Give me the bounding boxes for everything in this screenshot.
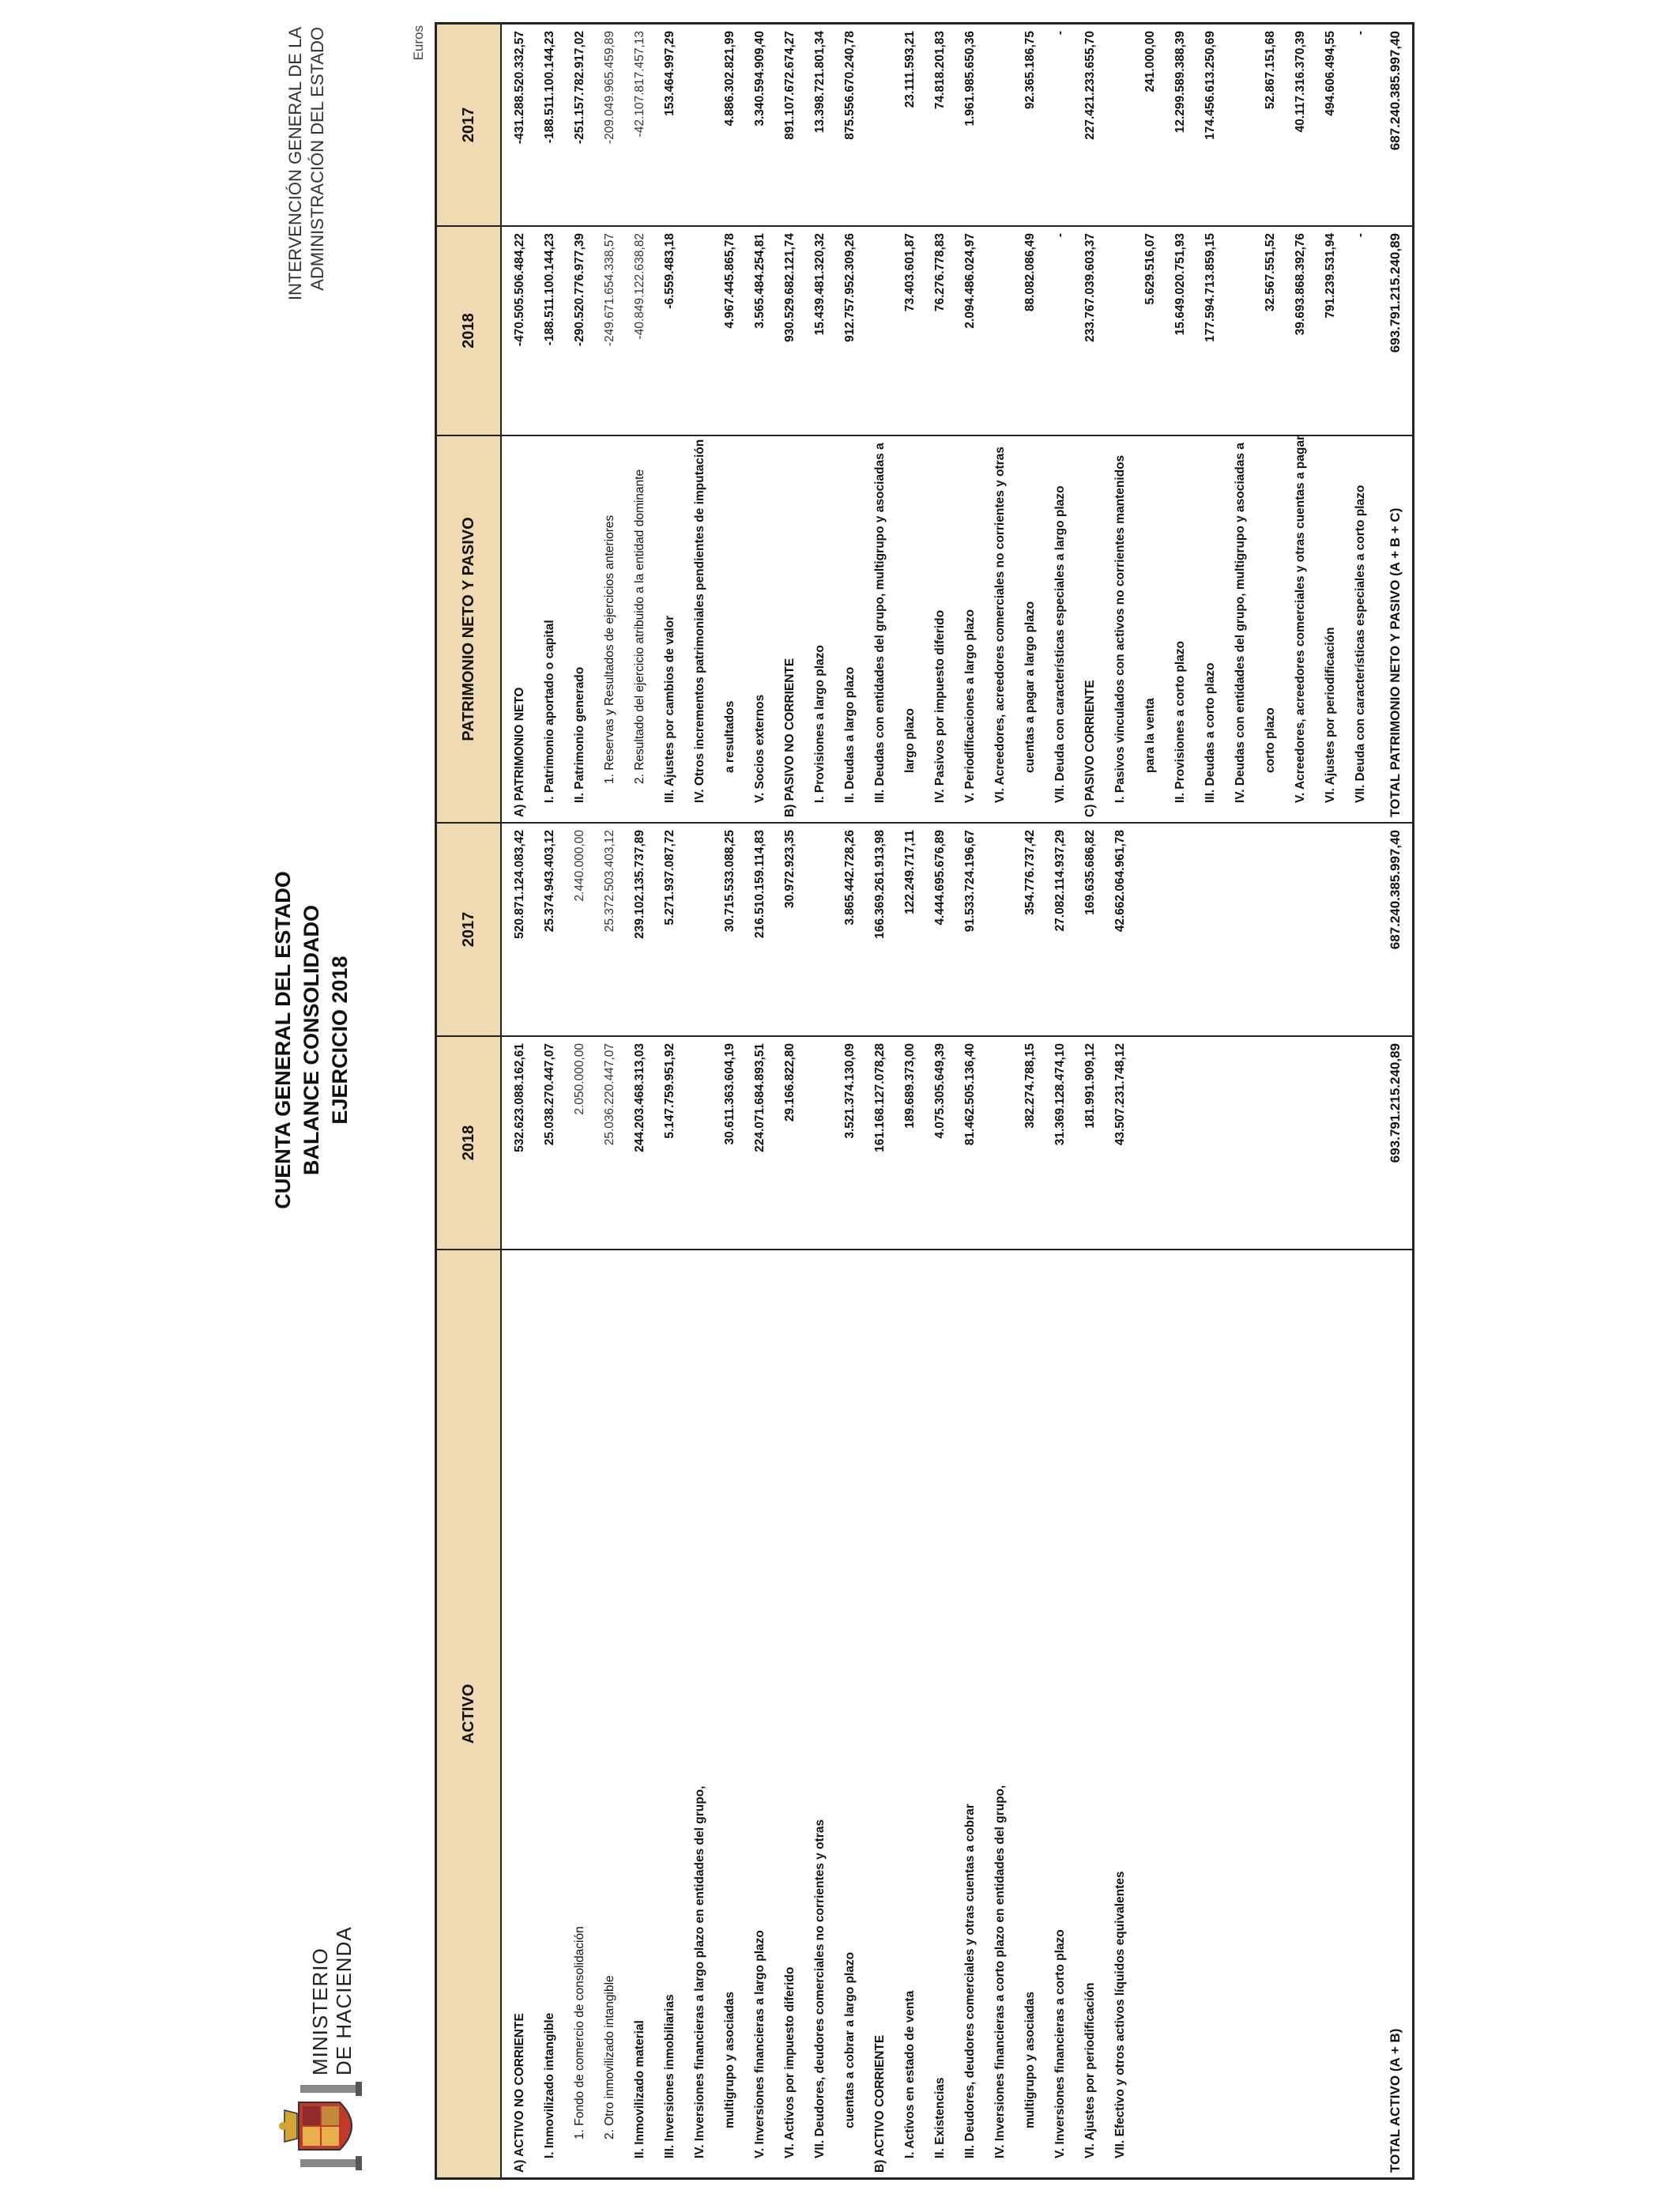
activo-total-v2017: 687.240.385.997,40 [1388, 830, 1403, 950]
activo-row-v2017: 30.972.923,35 [783, 830, 797, 909]
pasivo-row-v2018: -188.511.100.144,23 [543, 233, 556, 346]
col-activo [437, 1249, 1412, 2177]
pasivo-row-v2018: - [1354, 233, 1367, 238]
activo-row-v2018: 532.623.088.162,61 [513, 1043, 526, 1152]
pasivo-row-v2018: -6.559.483,18 [663, 233, 676, 309]
pasivo-row-v2017: 13.398.721.801,34 [813, 31, 827, 134]
pasivo-row-label: V. Acreedores, acreedores comerciales y otras cuentas a pagar [1294, 435, 1307, 803]
pasivo-row-v2017: 92.365.186,75 [1023, 31, 1037, 110]
header-activo-2018: 2018 [437, 1037, 502, 1249]
activo-row-v2017 [805, 824, 835, 1035]
activo-row-v2017: 3.865.442.728,26 [843, 830, 857, 925]
activo-row-v2017: 27.082.114.937,29 [1053, 830, 1067, 932]
pasivo-row-label: III. Ajustes por cambios de valor [663, 615, 676, 803]
pasivo-row-label: corto plazo [1264, 707, 1277, 773]
pasivo-row-v2017: 74.818.201,83 [933, 31, 947, 110]
activo-row-v2017: 166.369.261.913,98 [873, 830, 887, 939]
title-line: BALANCE CONSOLIDADO [299, 905, 323, 1175]
pasivo-row-v2017: - [1354, 31, 1367, 36]
pasivo-row-v2017 [685, 25, 715, 225]
pasivo-row-label: VI. Ajustes por periodificación [1324, 627, 1337, 803]
activo-row-label: IV. Inversiones financieras a largo plazo en entidades del grupo, [693, 1785, 706, 2158]
activo-total-v2018: 693.791.215.240,89 [1388, 1043, 1403, 1163]
pasivo-total-v2018: 693.791.215.240,89 [1388, 233, 1403, 353]
activo-row-v2017: 216.510.159.114,83 [753, 830, 767, 939]
activo-row-label: I. Activos en estado de venta [903, 1990, 917, 2158]
activo-row-v2018: 161.168.127.078,28 [873, 1043, 887, 1152]
pasivo-2017-values [502, 25, 1412, 225]
col-activo-2017 [437, 822, 1412, 1035]
pasivo-row-v2017 [1226, 25, 1256, 225]
pasivo-row-v2017: 52.867.151,68 [1264, 31, 1277, 110]
pasivo-row-label: A) PATRIMONIO NETO [513, 687, 526, 817]
pasivo-row-v2017: 494.606.494,55 [1324, 31, 1337, 116]
pasivo-row-v2018 [1226, 227, 1256, 435]
pasivo-row-v2017: -209.049.965.459,89 [603, 31, 616, 145]
pasivo-row-label: a resultados [723, 700, 736, 773]
pasivo-row-label: IV. Otros incrementos patrimoniales pendientes de imputación [693, 439, 706, 803]
activo-row-label: multigrupo y asociadas [1023, 1991, 1037, 2128]
ministry-name [308, 1854, 356, 2075]
activo-row-v2017: 169.635.686,82 [1083, 830, 1097, 915]
pasivo-row-v2018: -40.849.122.638,82 [633, 233, 646, 340]
header-pasivo-2017: 2017 [437, 25, 502, 225]
pasivo-row-label: C) PASIVO CORRIENTE [1083, 680, 1097, 817]
activo-2018-values [502, 1037, 1412, 1249]
activo-row-v2017: 239.102.135.737,89 [633, 830, 646, 939]
pasivo-row-v2017: -188.511.100.144,23 [543, 31, 556, 144]
activo-row-label: III. Inversiones inmobiliarias [663, 1994, 676, 2158]
activo-row-v2017: 2.440.000,00 [573, 830, 586, 902]
pasivo-row-v2018: 39.693.868.392,76 [1294, 233, 1307, 336]
pasivo-row-v2018: 88.082.086,49 [1023, 233, 1037, 312]
pasivo-row-v2017: 227.421.233.655,70 [1083, 31, 1097, 140]
activo-row-v2018: 3.521.374.130,09 [843, 1043, 857, 1139]
coat-of-arms-icon [277, 2079, 379, 2173]
activo-row-label: A) ACTIVO NO CORRIENTE [513, 2013, 526, 2173]
activo-row-label: VII. Efectivo y otros activos líquidos equivalentes [1113, 1871, 1127, 2158]
activo-row-v2018: 224.071.684.893,51 [753, 1043, 767, 1152]
activo-row-v2018 [985, 1037, 1015, 1249]
col-pasivo-2018 [437, 225, 1412, 435]
ministry-line: MINISTERIO [308, 1947, 332, 2075]
pasivo-row-v2017: 891.107.672.674,27 [783, 31, 797, 140]
pasivo-row-v2018: -249.671.654.338,57 [603, 233, 616, 347]
activo-row-v2018: 25.036.220.447,07 [603, 1043, 616, 1146]
pasivo-row-v2017: 40.117.316.370,39 [1294, 31, 1307, 133]
activo-row-v2017: 354.776.737,42 [1023, 830, 1037, 915]
activo-row-label: B) ACTIVO CORRIENTE [873, 2034, 887, 2173]
pasivo-row-v2017 [865, 25, 895, 225]
activo-row-v2017: 25.374.943.403,12 [543, 830, 556, 933]
pasivo-row-label: B) PASIVO NO CORRIENTE [783, 658, 797, 817]
pasivo-2018-values [502, 227, 1412, 435]
activo-row-v2017: 122.249.717,11 [903, 830, 917, 914]
pasivo-row-v2018 [1106, 227, 1136, 435]
pasivo-row-v2017: 1.961.985.650,36 [963, 31, 977, 126]
pasivo-row-v2017: 875.556.670.240,78 [843, 31, 857, 140]
pasivo-row-v2018 [985, 227, 1015, 435]
activo-2017-values [502, 824, 1412, 1035]
pasivo-row-label: I. Provisiones a largo plazo [813, 645, 827, 803]
pasivo-row-v2017: -251.157.782.917,02 [573, 31, 586, 145]
pasivo-row-v2018: 912.757.952.309,26 [843, 233, 857, 342]
title-line: CUENTA GENERAL DEL ESTADO [271, 871, 295, 1209]
pasivo-row-v2017: 174.456.613.250,69 [1203, 31, 1217, 140]
col-pasivo [437, 435, 1412, 822]
balance-table [435, 22, 1414, 2180]
activo-row-v2018: 30.611.363.604,19 [723, 1043, 736, 1145]
activo-row-v2018 [685, 1037, 715, 1249]
pasivo-row-label: largo plazo [903, 708, 917, 773]
pasivo-row-label: II. Patrimonio generado [573, 666, 586, 803]
activo-row-v2018 [805, 1037, 835, 1249]
agency-line: INTERVENCIÓN GENERAL DE LA [285, 27, 305, 300]
pasivo-row-label: II. Provisiones a corto plazo [1173, 641, 1187, 803]
pasivo-row-v2017 [1106, 25, 1136, 225]
activo-row-v2018: 43.507.231.748,12 [1113, 1043, 1127, 1146]
activo-total-label: TOTAL ACTIVO (A + B) [1388, 2028, 1403, 2173]
activo-row-label: I. Inmovilizado intangible [543, 2012, 556, 2158]
activo-row-v2018: 25.038.270.447,07 [543, 1043, 556, 1146]
pasivo-row-v2018: - [1053, 233, 1067, 238]
pasivo-row-v2017: 12.299.589.388,39 [1173, 31, 1187, 134]
activo-row-v2018: 189.689.373,00 [903, 1043, 917, 1129]
pasivo-row-v2018: 930.529.682.121,74 [783, 233, 797, 342]
pasivo-row-v2018: 76.276.778,83 [933, 233, 947, 312]
pasivo-row-v2017: 23.111.593,21 [903, 31, 917, 108]
pasivo-row-v2018 [685, 227, 715, 435]
activo-row-v2018: 181.991.909,12 [1083, 1043, 1097, 1129]
pasivo-row-label: V. Socios externos [753, 694, 767, 803]
pasivo-row-v2017: 241.000,00 [1143, 31, 1157, 92]
pasivo-row-v2018: 73.403.601,87 [903, 233, 917, 312]
pasivo-row-v2018: 2.094.486.024,97 [963, 233, 977, 329]
activo-row-v2017: 42.662.064.961,78 [1113, 830, 1127, 933]
pasivo-row-v2018: 5.629.516,07 [1143, 233, 1157, 305]
pasivo-row-v2018: 3.565.484.254,81 [753, 233, 767, 329]
pasivo-row-v2017: 4.886.302.821,99 [723, 31, 736, 126]
activo-row-label: 2. Otro inmovilizado intangible [603, 1975, 616, 2139]
activo-row-v2017: 5.271.937.087,72 [663, 830, 676, 925]
pasivo-row-label: para la venta [1143, 698, 1157, 773]
pasivo-row-label: III. Deudas a corto plazo [1203, 662, 1217, 803]
pasivo-row-v2018 [865, 227, 895, 435]
header-pasivo-2018: 2018 [437, 227, 502, 435]
activo-row-label: multigrupo y asociadas [723, 1991, 736, 2128]
activo-row-v2017: 91.533.724.196,67 [963, 830, 977, 933]
activo-labels [502, 1250, 1412, 2177]
pasivo-row-v2017: -42.107.817.457,13 [633, 31, 646, 138]
pasivo-row-v2017: -431.288.520.332,57 [513, 31, 526, 145]
pasivo-row-label: I. Pasivos vinculados con activos no corrientes mantenidos [1113, 454, 1127, 803]
pasivo-row-label: V. Periodificaciones a largo plazo [963, 609, 977, 803]
activo-row-v2017 [685, 824, 715, 1035]
activo-row-label: II. Existencias [933, 2077, 947, 2158]
pasivo-row-v2017 [985, 25, 1015, 225]
activo-row-v2017: 25.372.503.403,12 [603, 830, 616, 933]
activo-row-v2018: 2.050.000,00 [573, 1043, 586, 1115]
activo-row-v2018: 382.274.788,15 [1023, 1043, 1037, 1129]
activo-row-label: IV. Inversiones financieras a corto plazo en entidades del grupo, [993, 1785, 1007, 2158]
pasivo-row-label: IV. Pasivos por impuesto diferido [933, 609, 947, 803]
document-title [269, 866, 354, 1214]
pasivo-row-v2018: 4.967.445.865,78 [723, 233, 736, 329]
pasivo-row-v2018: -290.520.776.977,39 [573, 233, 586, 347]
activo-row-v2017 [985, 824, 1015, 1035]
pasivo-row-v2018: -470.505.506.484,22 [513, 233, 526, 347]
col-pasivo-2017 [437, 25, 1412, 225]
pasivo-row-label: 1. Reservas y Resultados de ejercicios anteriores [603, 515, 616, 784]
pasivo-row-label: 2. Resultado del ejercicio atribuido a la entidad dominante [633, 469, 646, 784]
pasivo-row-v2017: 153.464.997,29 [663, 31, 676, 116]
header-activo-2017: 2017 [437, 824, 502, 1035]
activo-row-label: 1. Fondo de comercio de consolidación [573, 1926, 586, 2139]
activo-row-label: II. Inmovilizado material [633, 2020, 646, 2158]
pasivo-labels [502, 436, 1412, 822]
title-line: EJERCICIO 2018 [328, 956, 352, 1125]
agency-line: ADMINISTRACIÓN DEL ESTADO [307, 27, 327, 291]
pasivo-row-label: IV. Deudas con entidades del grupo, multigrupo y asociadas a [1234, 443, 1247, 803]
activo-row-label: VI. Activos por impuesto diferido [783, 1966, 797, 2158]
activo-row-v2018: 31.369.128.474,10 [1053, 1043, 1067, 1146]
pasivo-row-v2017: 3.340.594.909,40 [753, 31, 767, 126]
pasivo-row-v2018: 233.767.039.603,37 [1083, 233, 1097, 342]
activo-row-v2018: 4.075.305.649,39 [933, 1043, 947, 1139]
activo-row-v2018: 81.462.505.136,40 [963, 1043, 977, 1146]
pasivo-row-label: II. Deudas a largo plazo [843, 666, 857, 803]
activo-row-v2018: 244.203.468.313,03 [633, 1043, 646, 1152]
pasivo-row-v2018: 15.439.481.320,32 [813, 233, 827, 336]
col-activo-2018 [437, 1035, 1412, 1249]
header-activo: ACTIVO [437, 1250, 502, 2177]
pasivo-row-v2017: - [1053, 31, 1067, 36]
pasivo-row-v2018: 32.567.551,52 [1264, 233, 1277, 312]
activo-row-label: VII. Deudores, deudores comerciales no corrientes y otras [813, 1819, 827, 2158]
pasivo-total-label: TOTAL PATRIMONIO NETO Y PASIVO (A + B + C) [1388, 507, 1403, 817]
activo-row-v2017: 30.715.533.088,25 [723, 830, 736, 933]
activo-row-label: VI. Ajustes por periodificación [1083, 1982, 1097, 2158]
activo-row-label: III. Deudores, deudores comerciales y otras cuentas a cobrar [963, 1804, 977, 2158]
pasivo-row-v2018: 791.239.531,94 [1324, 233, 1337, 319]
activo-row-v2018: 29.166.822,80 [783, 1043, 797, 1122]
pasivo-row-label: cuentas a pagar a largo plazo [1023, 601, 1037, 773]
activo-row-label: V. Inversiones financieras a largo plazo [753, 1930, 767, 2158]
pasivo-row-label: VII. Deuda con características especiales a largo plazo [1053, 485, 1067, 803]
activo-row-v2018: 5.147.759.951,92 [663, 1043, 676, 1139]
pasivo-row-label: VII. Deuda con características especiales a corto plazo [1354, 484, 1367, 803]
pasivo-row-label: I. Patrimonio aportado o capital [543, 620, 556, 803]
ministry-line: DE HACIENDA [332, 1926, 356, 2075]
activo-row-v2017: 520.871.124.083,42 [513, 830, 526, 939]
pasivo-row-v2018: 177.594.713.859,15 [1203, 233, 1217, 342]
activo-row-label: V. Inversiones financieras a corto plazo [1053, 1929, 1067, 2158]
currency-label: Euros [411, 25, 426, 61]
pasivo-row-v2018: 15.649.020.751,93 [1173, 233, 1187, 336]
header-pasivo: PATRIMONIO NETO Y PASIVO [437, 436, 502, 822]
pasivo-row-label: VI. Acreedores, acreedores comerciales no corrientes y otras [993, 447, 1007, 803]
activo-row-label: cuentas a cobrar a largo plazo [843, 1951, 857, 2128]
agency-name [284, 27, 329, 359]
pasivo-total-v2017: 687.240.385.997,40 [1388, 31, 1403, 151]
pasivo-row-label: III. Deudas con entidades del grupo, multigrupo y asociadas a [873, 443, 887, 803]
activo-row-v2017: 4.444.695.676,89 [933, 830, 947, 925]
